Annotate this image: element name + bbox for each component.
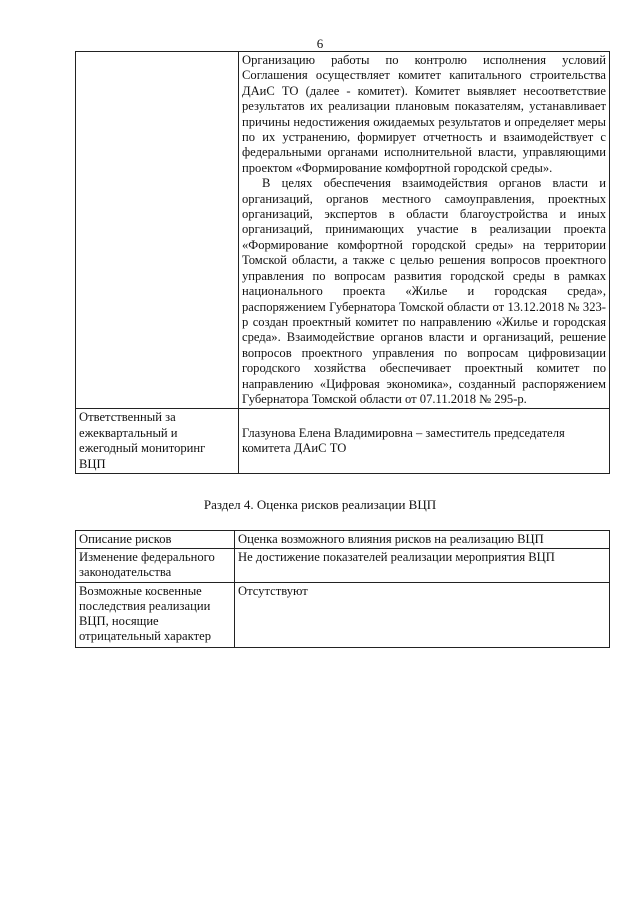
control-description-cell — [239, 52, 610, 409]
column-header-impact: Оценка возможного влияния рисков на реализацию ВЦП — [235, 531, 610, 549]
page-number: 6 — [316, 36, 324, 51]
risk-impact-cell: Не достижение показателей реализации мероприятия ВЦП — [235, 549, 610, 582]
monitoring-label-cell: Ответственный за ежеквартальный и ежегодный мониторинг ВЦП — [76, 409, 239, 474]
column-header-risks: Описание рисков — [76, 531, 235, 549]
risk-impact-cell: Отсутствуют — [235, 582, 610, 647]
risk-description-cell: Изменение федерального законодательства — [76, 549, 235, 582]
control-paragraph-2: В целях обеспечения взаимодействия органов власти и организаций, органов местного самоуправления, проектных организаций, экспертов в области благоустройства и иных организаций, принимающих участие в реализации проекта «Формирование комфортной городской среды» на территории Томской области, а также с целью решения вопросов проектного управления по вопросам развития городской среды в рамках национального проекта «Жилье и городская среда», распоряжением Губернатора Томской области от 13.12.2018 № 323-р создан проектный комитет по направлению «Жилье и городская среда». Взаимодействие органов власти и организаций, решение вопросов проектного управления по вопросам цифровизации городского хозяйства обеспечивает проектный комитет по направлению «Цифровая экономика», созданный распоряжением Губернатора Томской области от 07.11.2018 № 295-р. — [242, 176, 606, 406]
risk-description-cell: Возможные косвенные последствия реализации ВЦП, носящие отрицательный характер — [76, 582, 235, 647]
table-row — [76, 52, 610, 409]
table-header-row — [76, 531, 610, 549]
table-row — [76, 549, 610, 582]
section-title: Раздел 4. Оценка рисков реализации ВЦП — [203, 497, 437, 512]
control-table — [75, 51, 610, 474]
table-row — [76, 409, 610, 474]
control-paragraph-1: Организацию работы по контролю исполнения условий Соглашения осуществляет комитет капитального строительства ДАиС ТО (далее - комитет). Комитет выявляет несоответствие результатов их реализации плановым показателям, устанавливает причины недостижения ожидаемых результатов и определяет меры по их устранению, формирует отчетность и взаимодействует с федеральными органами исполнительной власти, управляющими проектом «Формирование комфортной городской среды». — [242, 53, 606, 175]
table-row — [76, 582, 610, 647]
empty-cell — [76, 52, 239, 409]
monitoring-responsible-cell: Глазунова Елена Владимировна – заместитель председателя комитета ДАиС ТО — [239, 409, 610, 474]
risk-table — [75, 530, 610, 648]
